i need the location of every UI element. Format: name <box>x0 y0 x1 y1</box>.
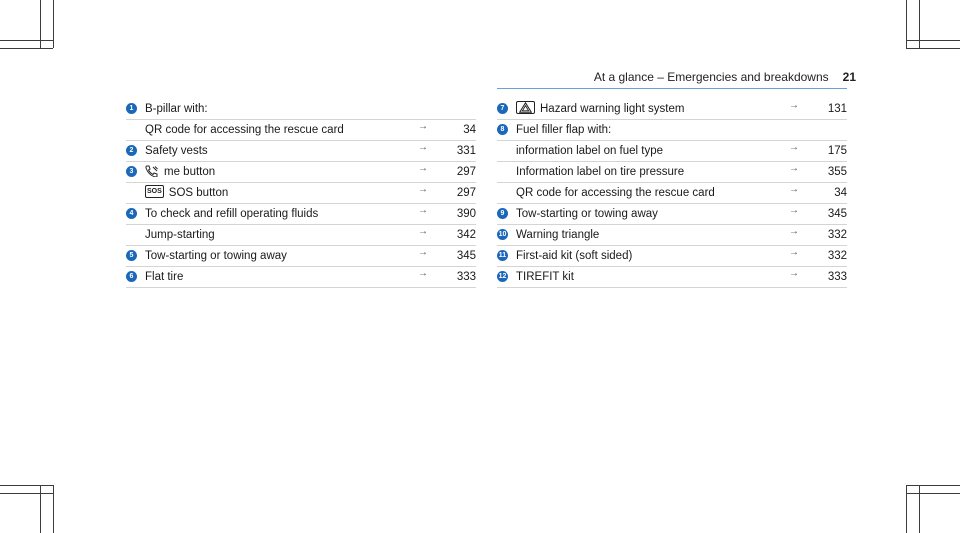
crop-mark <box>53 485 54 533</box>
item-label-text: TIREFIT kit <box>516 271 574 283</box>
arrow-icon: → <box>789 163 799 174</box>
item-label-text: Flat tire <box>145 271 184 283</box>
item-label-text: QR code for accessing the rescue card <box>145 124 344 136</box>
item-label <box>516 162 684 182</box>
callout-number: 4 <box>126 208 137 219</box>
arrow-icon: → <box>418 226 428 237</box>
crop-mark <box>0 485 53 486</box>
left-item-list <box>126 99 476 288</box>
page-reference-link[interactable]: 333 <box>456 271 476 283</box>
item-label <box>516 225 599 245</box>
callout-number: 6 <box>126 271 137 282</box>
arrow-icon: → <box>418 268 428 279</box>
crop-mark <box>906 485 960 486</box>
crop-mark <box>906 40 960 41</box>
crop-mark <box>0 40 53 41</box>
item-label-text: Tow-starting or towing away <box>145 250 287 262</box>
list-item <box>497 267 847 288</box>
page-reference-link[interactable]: 34 <box>834 187 847 199</box>
item-label <box>145 141 208 161</box>
arrow-icon: → <box>789 247 799 258</box>
page-reference-link[interactable]: 331 <box>456 145 476 157</box>
callout-number: 8 <box>497 124 508 135</box>
page-reference-link[interactable]: 297 <box>456 166 476 178</box>
phone-wrench-icon <box>145 165 159 176</box>
arrow-icon: → <box>789 226 799 237</box>
arrow-icon: → <box>418 142 428 153</box>
item-label-text: me button <box>164 166 216 178</box>
page-reference-link[interactable]: 131 <box>827 103 847 115</box>
crop-mark <box>0 493 53 494</box>
item-label-text: Hazard warning light system <box>540 103 685 115</box>
callout-number: 9 <box>497 208 508 219</box>
item-label <box>516 204 658 224</box>
arrow-icon: → <box>789 142 799 153</box>
page-reference-link[interactable]: 34 <box>463 124 476 136</box>
item-label <box>516 267 574 287</box>
page-reference-link[interactable]: 342 <box>456 229 476 241</box>
item-label <box>516 141 663 161</box>
crop-mark <box>0 48 53 49</box>
arrow-icon: → <box>418 163 428 174</box>
page-reference-link[interactable]: 332 <box>827 229 847 241</box>
header-rule <box>497 88 847 89</box>
item-label <box>516 120 611 140</box>
arrow-icon: → <box>418 184 428 195</box>
callout-number: 10 <box>498 231 507 238</box>
callout-number: 1 <box>126 103 137 114</box>
page-reference-link[interactable]: 175 <box>827 145 847 157</box>
item-label-text: Safety vests <box>145 145 208 157</box>
item-label <box>145 204 318 224</box>
sos-icon: SOS <box>145 185 164 198</box>
callout-number: 11 <box>498 252 507 259</box>
page-reference-link[interactable]: 390 <box>456 208 476 220</box>
item-label <box>145 99 208 119</box>
item-label-text: Jump-starting <box>145 229 215 241</box>
page-reference-link[interactable]: 332 <box>827 250 847 262</box>
page-header <box>0 70 856 84</box>
arrow-icon: → <box>789 205 799 216</box>
crop-mark <box>53 0 54 48</box>
callout-number: 12 <box>498 273 507 280</box>
item-label <box>145 120 344 140</box>
callout-number: 5 <box>126 250 137 261</box>
page-reference-link[interactable]: 345 <box>827 208 847 220</box>
hazard-triangle-icon <box>516 101 535 114</box>
crop-mark <box>906 493 960 494</box>
item-label <box>145 267 183 287</box>
list-item <box>126 267 476 288</box>
arrow-icon: → <box>789 184 799 195</box>
section-title: At a glance – Emergencies and breakdowns <box>593 70 829 84</box>
callout-number: 7 <box>497 103 508 114</box>
arrow-icon: → <box>418 247 428 258</box>
crop-mark <box>906 48 960 49</box>
item-label-text: information label on fuel type <box>516 145 664 157</box>
item-label <box>516 246 632 266</box>
arrow-icon: → <box>418 205 428 216</box>
item-label-text: To check and refill operating fluids <box>145 208 319 220</box>
item-label-text: First-aid kit (soft sided) <box>516 250 633 262</box>
arrow-icon: → <box>789 268 799 279</box>
list-item <box>497 99 847 120</box>
item-label-text: Information label on tire pressure <box>516 166 685 178</box>
callout-number: 2 <box>126 145 137 156</box>
item-label-text: QR code for accessing the rescue card <box>516 187 715 199</box>
item-label <box>516 183 715 203</box>
page-reference-link[interactable]: 297 <box>456 187 476 199</box>
item-label-text: SOS button <box>168 187 229 199</box>
item-label <box>516 99 684 119</box>
page-number: 21 <box>842 70 856 84</box>
item-label <box>145 183 228 203</box>
item-label-text: B-pillar with: <box>145 103 208 115</box>
item-label <box>145 162 215 182</box>
callout-number: 3 <box>126 166 137 177</box>
item-label-text: Tow-starting or towing away <box>516 208 658 220</box>
item-label <box>145 246 287 266</box>
arrow-icon: → <box>789 100 799 111</box>
item-label-text: Warning triangle <box>516 229 600 241</box>
page-reference-link[interactable]: 333 <box>827 271 847 283</box>
arrow-icon: → <box>418 121 428 132</box>
page-reference-link[interactable]: 345 <box>456 250 476 262</box>
item-label-text: Fuel filler flap with: <box>516 124 612 136</box>
page-reference-link[interactable]: 355 <box>827 166 847 178</box>
item-label <box>145 225 215 245</box>
right-item-list <box>497 99 847 288</box>
